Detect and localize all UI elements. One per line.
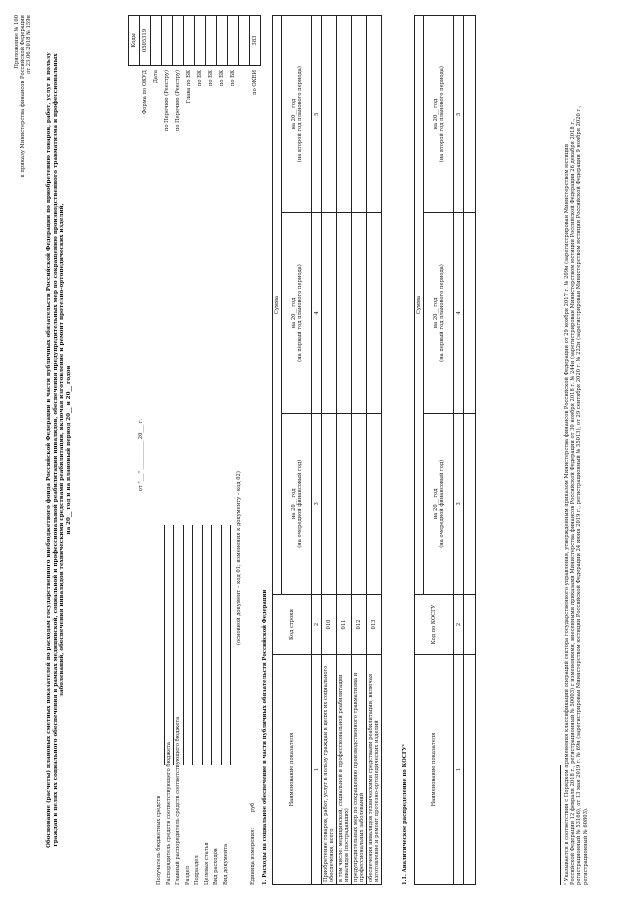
- code-value[interactable]: [217, 16, 228, 66]
- s11-num-5: 5: [454, 16, 464, 213]
- title-line-4: на 20__ год и на плановый период 20__ и 20__ годов: [65, 365, 72, 535]
- s11-col-sum: Сумма: [415, 16, 424, 595]
- s11-num-3: 3: [454, 413, 464, 594]
- footnote-line-2: Российской Федерации 12 февраля 2018 г., регистрационный № 50003) с изменениями, внесенными приказами Министерства финансов Российской Федерации от 30 ноября 2018 г. № 244н (зарегистрирован Министерством юстиции Российской Федерации 26 декабря 2018 г.,: [570, 118, 577, 885]
- code-row: [173, 16, 184, 136]
- s1-row-name: предупредительных мер по сокращению производственного травматизма и профессиональных заболеваний: [352, 655, 367, 885]
- s1-row-code: 011: [337, 595, 352, 655]
- code-label: по БК: [208, 70, 214, 87]
- s1-col-year1-label: на 20__ год: [290, 488, 297, 520]
- table-row: [352, 16, 367, 885]
- code-row: [140, 16, 151, 136]
- code-row: [250, 16, 261, 136]
- s11-col-year3: [424, 16, 454, 213]
- s11-col-year2-sub: (на первый год планового периода): [438, 264, 445, 362]
- field-label: Подраздел: [194, 855, 200, 885]
- s1-row-name: в том числе: медицинской, социальной и профессиональной реабилитации инвалидов (пострадавших): [337, 655, 352, 885]
- code-label: по БК: [230, 70, 236, 87]
- code-value[interactable]: [206, 16, 217, 66]
- code-row: [239, 16, 250, 136]
- s1-row-cell[interactable]: [367, 413, 382, 594]
- appendix-number: Приложение № 100: [14, 15, 20, 69]
- code-label: по Перечню (Реестру): [164, 70, 170, 132]
- code-row: [162, 16, 173, 136]
- code-label: Форма по ОКУД: [142, 70, 148, 114]
- code-value[interactable]: [195, 16, 206, 66]
- s1-row-code: 012: [352, 595, 367, 655]
- code-label: по Перечню (Реестру): [175, 70, 181, 132]
- field-label: Распорядитель средств соответствующего бюджета: [165, 741, 172, 885]
- s1-row-name: обеспечения инвалидов техническими средствами реабилитации, включая изготовление и ремонт протезно-ортопедических изделий: [367, 655, 382, 885]
- s1-num-2: 2: [312, 595, 322, 655]
- s11-col-name: Наименование показателя: [415, 655, 454, 885]
- s1-row-cell[interactable]: [367, 16, 382, 213]
- code-label: по БК: [197, 70, 203, 87]
- code-label: по ОКЕИ: [252, 70, 258, 95]
- code-value[interactable]: 0505319: [140, 16, 151, 66]
- code-value[interactable]: [173, 16, 184, 66]
- s1-row-cell[interactable]: [352, 413, 367, 594]
- s1-col-year1: [282, 413, 312, 594]
- codes-header: Коды: [129, 16, 140, 66]
- table-row: [337, 16, 352, 885]
- s1-col-year2-label: на 20__ год: [290, 297, 297, 329]
- section11-table: [414, 15, 476, 885]
- s11-row-cell[interactable]: [464, 413, 476, 594]
- s1-col-year1-sub: (на очередной финансовый год): [296, 459, 303, 548]
- s11-row-cell[interactable]: [464, 595, 476, 655]
- s1-row-cell[interactable]: [337, 413, 352, 594]
- s1-row-cell[interactable]: [337, 213, 352, 413]
- s1-row-cell[interactable]: [337, 16, 352, 213]
- s11-col-year3-sub: (на второй год планового периода): [438, 66, 445, 163]
- field-label: Главный распорядитель средств соответствующего бюджета: [175, 716, 181, 885]
- code-value[interactable]: [239, 16, 250, 66]
- field-underline[interactable]: [164, 525, 165, 765]
- code-row: [206, 16, 217, 136]
- appendix-block: [14, 15, 33, 205]
- s1-col-year3: [282, 16, 312, 213]
- table-row: [367, 16, 382, 885]
- s1-col-year3-sub: (на второй год планового периода): [296, 66, 303, 163]
- unit-value: руб: [250, 802, 256, 813]
- footnote-line-1: ¹ Указывается в соответствии с Порядком применения классификации операций сектора государственного управления, утвержденным приказом Министерства финансов Российской Федерации от 29 ноября 2017 г. № 209н (зарегистрирован Министерством юстиции: [564, 143, 570, 885]
- s1-col-year2: [282, 213, 312, 413]
- s1-col-year3-label: на 20__ год: [290, 98, 297, 130]
- s1-col-code: Код строки: [273, 595, 312, 655]
- section11-heading: 1.1. Аналитическое распределение по КОСГУ¹: [402, 744, 408, 885]
- s11-row-cell[interactable]: [464, 213, 476, 413]
- unit-row: [250, 685, 256, 885]
- field-row: [194, 525, 204, 885]
- code-value[interactable]: [228, 16, 239, 66]
- field-row: [213, 525, 223, 885]
- title-line-2: граждан в целях их социального обеспечения в рамках медицинской, социальной и профессиональной реабилитации инвалидов, обеспечения предупредительных мер по сокращению производственного травматизма и профессиональных: [52, 53, 59, 847]
- code-value[interactable]: [162, 16, 173, 66]
- codes-table: [128, 15, 261, 135]
- field-row: [156, 525, 166, 885]
- s1-row-name: Приобретение товаров, работ, услуг в пользу граждан в целях их социального обеспечения, всего: [322, 655, 337, 885]
- unit-label: Единица измерения:: [250, 827, 256, 885]
- field-row: [166, 525, 176, 885]
- field-label: Вид расходов: [213, 848, 219, 885]
- footnote-line-4: регистрационный № 60803).: [582, 807, 589, 885]
- code-row: [184, 16, 195, 136]
- code-value[interactable]: [184, 16, 195, 66]
- s11-col-year1-label: на 20__ год: [432, 488, 439, 520]
- title-line-3: заболеваний, обеспечения инвалидов техническими средствами реабилитации, включая изготовление и ремонт протезно-ортопедических изделий,: [59, 203, 66, 697]
- field-row: [204, 525, 214, 885]
- s1-col-sum: Сумма: [273, 16, 282, 595]
- section1-table: [272, 15, 382, 885]
- code-label: [239, 66, 250, 136]
- fields-block: [156, 525, 232, 885]
- s11-num-2: 2: [454, 595, 464, 655]
- s11-num-4: 4: [454, 213, 464, 413]
- s11-col-year1: [424, 413, 454, 594]
- field-underline[interactable]: [211, 525, 212, 765]
- appendix-date: от 23.06.2018 № 159н: [26, 15, 33, 74]
- code-value[interactable]: 383: [250, 16, 261, 66]
- s1-num-4: 4: [312, 213, 322, 413]
- field-label: Целевая статья: [203, 842, 210, 885]
- field-underline[interactable]: [173, 525, 174, 765]
- field-underline[interactable]: [202, 525, 203, 765]
- field-row: [175, 525, 185, 885]
- s1-num-3: 3: [312, 413, 322, 594]
- s1-row-cell[interactable]: [352, 213, 367, 413]
- s11-col-year2-label: на 20__ год: [432, 297, 439, 329]
- field-row: [185, 525, 195, 885]
- footnote-line-3: регистрационный № 53166), от 13 мая 2019 г. № 69н (зарегистрирован Министерством юстиции Российской Федерации 24 июня 2019 г., регистрационный № 55013), от 29 сентября 2020 г. № 222н (зарегистрирован Министерством юстиции Российской Федерации 9 ноября 2020 г.,: [576, 105, 583, 885]
- appendix-order: к приказу Министерства финансов Российской Федерации: [20, 15, 27, 178]
- s1-row-cell[interactable]: [322, 413, 337, 594]
- s1-row-code: 010: [322, 595, 337, 655]
- s11-row-cell[interactable]: [464, 655, 476, 885]
- title-line-1: Обоснование (расчеты) плановых сметных показателей по расходам государственного внебюджетного фонда Российской Федерации в части публичных обязательств Российской Федерации по приобретению товаров, работ, услуг в пользу: [46, 52, 52, 848]
- s1-num-5: 5: [312, 16, 322, 213]
- footnote-rule: [560, 765, 561, 885]
- code-value[interactable]: [151, 16, 162, 66]
- code-row: [195, 16, 206, 136]
- s1-row-cell[interactable]: [352, 16, 367, 213]
- s11-col-year3-label: на 20__ год: [432, 98, 439, 130]
- code-label: по БК: [219, 70, 225, 87]
- field-underline[interactable]: [183, 525, 184, 765]
- document-title: [46, 15, 72, 885]
- table-row: [464, 16, 476, 885]
- code-row: [228, 16, 239, 136]
- footnote: [564, 15, 589, 885]
- field-underline[interactable]: [230, 525, 231, 765]
- s11-col-year2: [424, 213, 454, 413]
- date-line: от "___" ___________ 20___ г.: [138, 418, 144, 492]
- s1-row-cell[interactable]: [367, 213, 382, 413]
- code-row: [151, 16, 162, 136]
- s1-row-cell[interactable]: [322, 16, 337, 213]
- s11-col-year1-sub: (на очередной финансовый год): [438, 459, 445, 548]
- doc-type-note: (основной документ – код 01; изменения к документу – код 02): [236, 471, 242, 645]
- code-label: Глава по БК: [186, 70, 192, 104]
- s1-col-year2-sub: (на первый год планового периода): [296, 264, 303, 362]
- field-label: Вид документа: [222, 843, 229, 885]
- s1-col-name: Наименование показателя: [273, 655, 312, 885]
- field-label: Раздел: [184, 866, 191, 885]
- s11-col-code: Код по КОСГУ: [415, 595, 454, 655]
- field-underline[interactable]: [192, 525, 193, 765]
- table-row: [322, 16, 337, 885]
- s1-row-code: 013: [367, 595, 382, 655]
- field-label: Получатель бюджетных средств: [156, 795, 162, 885]
- field-underline[interactable]: [221, 525, 222, 765]
- s1-num-1: 1: [312, 655, 322, 885]
- code-label: Дата: [153, 70, 159, 84]
- s1-row-cell[interactable]: [322, 213, 337, 413]
- field-row: [223, 525, 233, 885]
- code-row: [217, 16, 228, 136]
- s11-num-1: 1: [454, 655, 464, 885]
- s11-row-cell[interactable]: [464, 16, 476, 213]
- codes-block: [128, 15, 261, 135]
- section1-heading: 1. Расходы на социальное обеспечение в части публичных обязательств Российской Федерации: [262, 589, 268, 885]
